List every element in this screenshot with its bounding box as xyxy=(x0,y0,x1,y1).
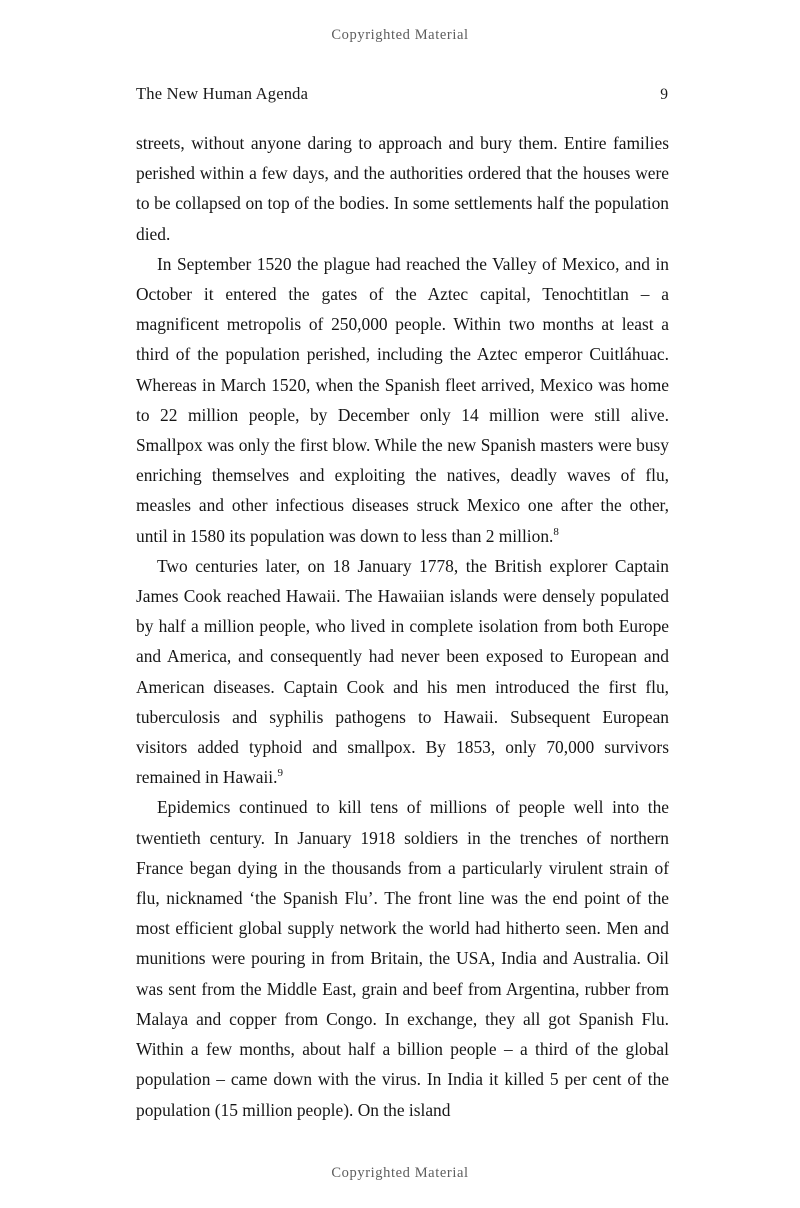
page-number: 9 xyxy=(660,86,668,103)
chapter-title: The New Human Agenda xyxy=(136,84,309,103)
footnote-marker-9: 9 xyxy=(277,767,283,780)
paragraph-1 xyxy=(136,128,669,249)
paragraph-3 xyxy=(136,551,669,793)
copyright-watermark-bottom: Copyrighted Material xyxy=(331,1165,469,1181)
body-text-column xyxy=(136,128,669,1125)
paragraph-4 xyxy=(136,792,669,1124)
paragraph-1-text: streets, without anyone daring to approach and bury them. Entire families perished within a few days, and the authorities ordered that the houses were to be collapsed on top of the bodies. In some settlements half the population died. xyxy=(136,133,669,244)
paragraph-4-text: Epidemics continued to kill tens of millions of people well into the twentieth century. In January 1918 soldiers in the trenches of northern France began dying in the thousands from a particularly virulent strain of flu, nicknamed ‘the Spanish Flu’. The front line was the end point of the most efficient global supply network the world had hitherto seen. Men and munitions were pouring in from Britain, the USA, India and Australia. Oil was sent from the Middle East, grain and beef from Argentina, rubber from Malaya and copper from Congo. In exchange, they all got Spanish Flu. Within a few months, about half a billion people – a third of the global population – came down with the virus. In India it killed 5 per cent of the population (15 million people). On the island xyxy=(136,797,669,1120)
paragraph-2 xyxy=(136,249,669,551)
running-head xyxy=(136,84,668,104)
paragraph-3-text: Two centuries later, on 18 January 1778, the British explorer Captain James Cook reached Hawaii. The Hawaiian islands were densely populated by half a million people, who lived in complete isolation from both Europe and America, and consequently had never been exposed to European and American diseases. Captain Cook and his men introduced the first flu, tuberculosis and syphilis pathogens to Hawaii. Subsequent European visitors added typhoid and smallpox. By 1853, only 70,000 survivors remained in Hawaii. xyxy=(136,555,669,788)
footnote-marker-8: 8 xyxy=(553,525,559,538)
copyright-watermark-top: Copyrighted Material xyxy=(331,27,469,43)
paragraph-2-text: In September 1520 the plague had reached the Valley of Mexico, and in October it entered the gates of the Aztec capital, Tenochtitlan – a magnificent metropolis of 250,000 people. Within two months at least a third of the population perished, including the Aztec emperor Cuitláhuac. Whereas in March 1520, when the Spanish fleet arrived, Mexico was home to 22 million people, by December only 14 million were still alive. Smallpox was only the first blow. While the new Spanish masters were busy enriching themselves and exploiting the natives, deadly waves of flu, measles and other infectious diseases struck Mexico one after the other, until in 1580 its population was down to less than 2 million. xyxy=(136,253,669,546)
